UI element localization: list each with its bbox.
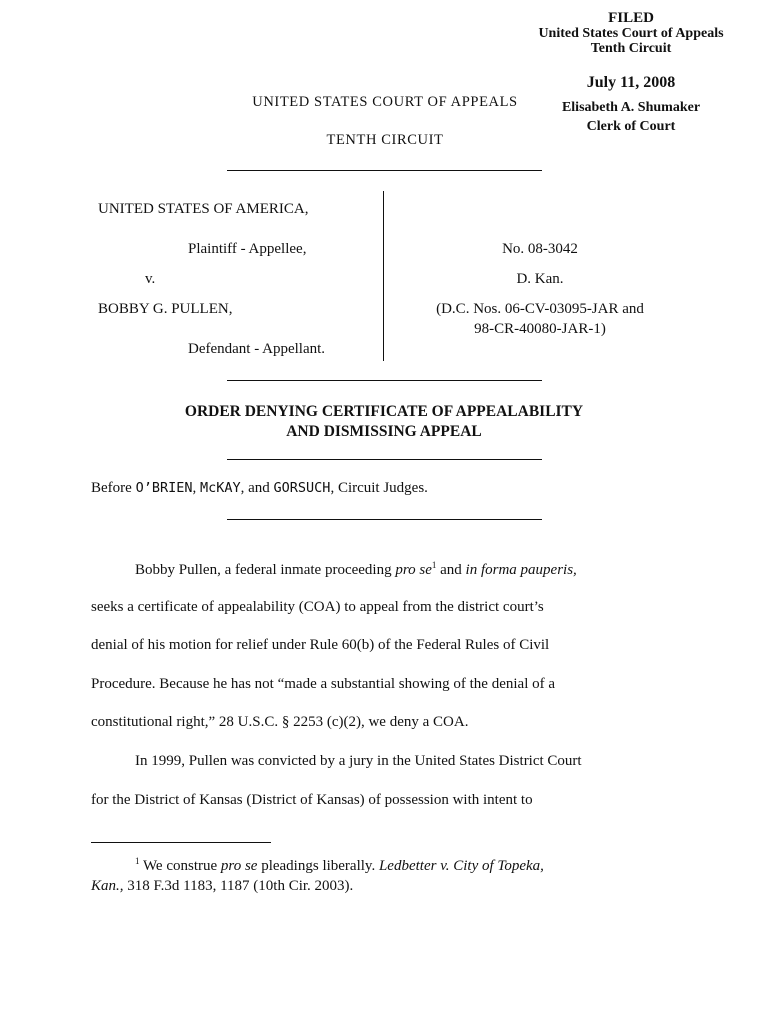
filed-status: FILED — [608, 10, 654, 26]
footnote-ref[interactable]: 1 — [431, 560, 437, 570]
filed-stamp — [510, 10, 752, 136]
body-line: denial of his motion for relief under Rule 60(b) of the Federal Rules of Civil — [91, 637, 550, 653]
before-suffix: , Circuit Judges. — [330, 480, 428, 496]
footnote-text: pleadings liberally. — [257, 858, 379, 874]
filed-date: July 11, 2008 — [586, 74, 676, 91]
judge-obrien: O’BRIEN — [135, 480, 193, 496]
plaintiff-role: Plaintiff - Appellee, — [188, 241, 307, 257]
district: D. Kan. — [516, 271, 564, 287]
body-line: seeks a certificate of appealability (COA) to appeal from the district court’s — [91, 599, 544, 615]
body-line: for the District of Kansas (District of Kansas) of possession with intent to — [91, 792, 533, 808]
filed-circuit: Tenth Circuit — [590, 41, 672, 56]
before-prefix: Before — [91, 480, 136, 496]
order-title-line2: AND DISMISSING APPEAL — [286, 423, 482, 440]
header-rule — [227, 170, 542, 171]
body-italic: pro se — [395, 562, 432, 578]
footnote-text: We construe — [139, 858, 221, 874]
versus: v. — [145, 271, 156, 287]
footnote-number: 1 — [135, 856, 140, 866]
body-line — [135, 562, 577, 579]
clerk-title: Clerk of Court — [586, 119, 676, 134]
footnote-citation: 318 F.3d 1183, 1187 (10th Cir. 2003). — [123, 878, 354, 894]
order-title-line1: ORDER DENYING CERTIFICATE OF APPEALABILITY — [184, 403, 584, 420]
clerk-name: Elisabeth A. Shumaker — [561, 100, 701, 115]
title-rule — [227, 459, 542, 460]
before-sep2: , and — [240, 480, 274, 496]
panel-line — [91, 480, 428, 497]
before-sep1: , — [192, 480, 200, 496]
footnote-line — [91, 878, 353, 895]
footnote-case-name: Ledbetter v. City of Topeka, — [378, 858, 544, 874]
footnote-italic: pro se — [220, 858, 258, 874]
filed-court: United States Court of Appeals — [538, 26, 724, 41]
panel-rule — [227, 519, 542, 520]
dc-numbers-line1: (D.C. Nos. 06-CV-03095-JAR and — [436, 301, 644, 317]
dc-numbers-line2: 98-CR-40080-JAR-1) — [474, 321, 606, 337]
body-line: In 1999, Pullen was convicted by a jury in the United States District Court — [135, 753, 582, 769]
defendant-name: BOBBY G. PULLEN, — [98, 301, 233, 317]
body-text: Bobby Pullen, a federal inmate proceeding — [135, 562, 396, 578]
footnote-rule — [91, 842, 271, 843]
court-name: UNITED STATES COURT OF APPEALS — [252, 94, 518, 110]
body-text: and — [436, 562, 466, 578]
body-italic: in forma pauperis, — [465, 562, 577, 578]
plaintiff-name: UNITED STATES OF AMERICA, — [98, 201, 309, 217]
caption-divider — [383, 191, 384, 361]
footnote-italic: Kan., — [91, 878, 124, 894]
caption-rule — [227, 380, 542, 381]
footnote-line — [135, 858, 544, 875]
judge-mckay: McKAY — [199, 480, 241, 496]
body-line: constitutional right,” 28 U.S.C. § 2253 (c)(2), we deny a COA. — [91, 714, 469, 730]
defendant-role: Defendant - Appellant. — [188, 341, 326, 357]
case-number: No. 08-3042 — [502, 241, 578, 257]
judge-gorsuch: GORSUCH — [273, 480, 331, 496]
circuit-name: TENTH CIRCUIT — [326, 132, 444, 148]
order-title — [120, 402, 648, 442]
body-line: Procedure. Because he has not “made a substantial showing of the denial of a — [91, 676, 556, 692]
